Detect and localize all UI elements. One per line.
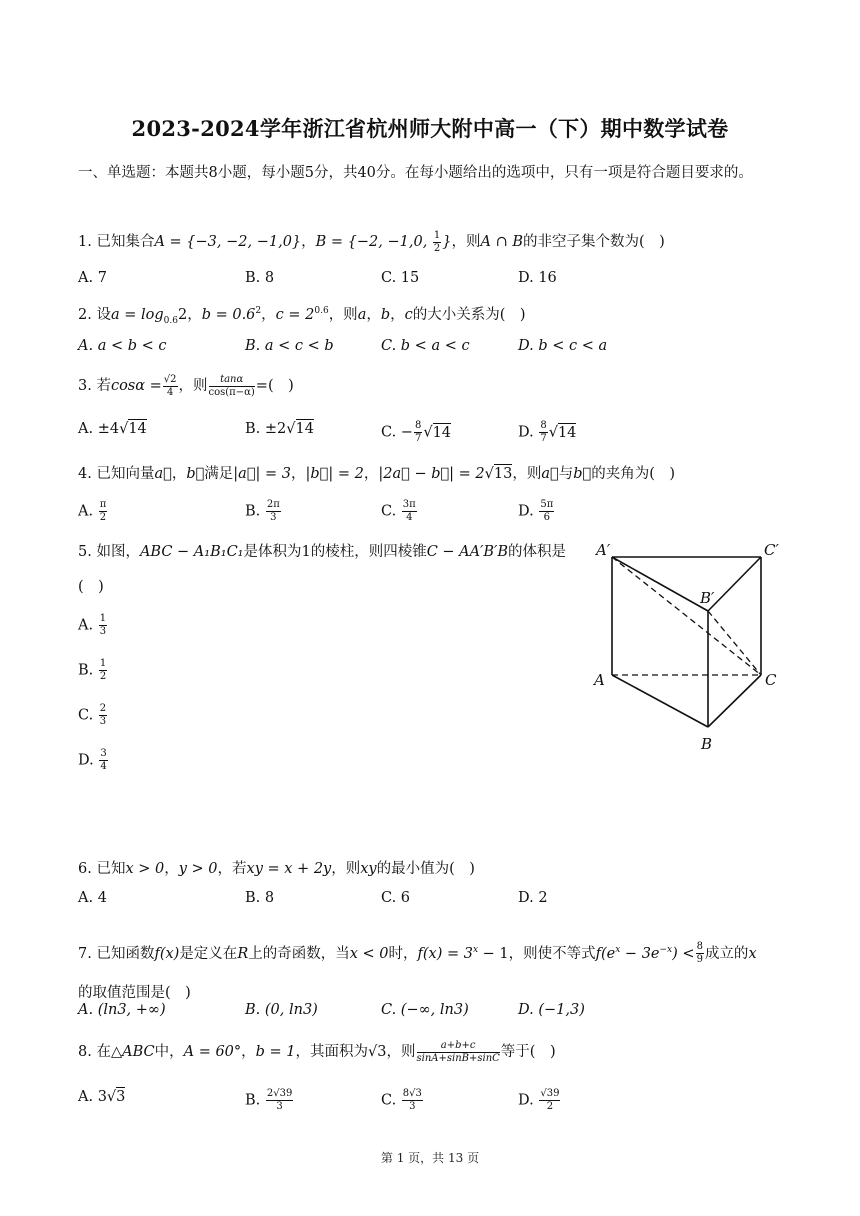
q5-d-frac bbox=[99, 749, 107, 772]
q4-norm-combo: |2a⃗ − b⃗| = 2 bbox=[378, 466, 485, 482]
q8-triangle: ABC bbox=[122, 1044, 155, 1060]
prism-figure bbox=[588, 535, 788, 760]
q2-c-expr: c = 2 bbox=[275, 307, 315, 323]
q8-d-den: 2 bbox=[546, 1101, 554, 1112]
q8-frac bbox=[417, 1041, 500, 1064]
q8-c-num: 8√3 bbox=[402, 1088, 422, 1099]
q7-def-tail: − 1 bbox=[478, 945, 509, 962]
q4-b-den: 3 bbox=[270, 512, 277, 523]
page-title: 2023-2024学年浙江省杭州师大附中高一（下）期中数学试卷 bbox=[131, 116, 729, 141]
q5-text3: 的棱柱，则四棱锥 bbox=[310, 544, 427, 560]
q3-option-b: B. ±2√14 bbox=[245, 421, 314, 437]
q1-frac-den: 2 bbox=[433, 242, 441, 254]
q4-d-den: 6 bbox=[543, 512, 550, 523]
q8-text2: 中， bbox=[154, 1044, 184, 1060]
q3-d-label: D. bbox=[518, 424, 534, 441]
q3-d-radicand: 14 bbox=[557, 424, 577, 441]
q5-c-label: C. bbox=[78, 707, 94, 724]
q2-option-d: D. b < c < a bbox=[518, 338, 608, 354]
q8-c-label: C. bbox=[381, 1092, 397, 1109]
question-8 bbox=[78, 1040, 556, 1064]
q4-b-frac bbox=[266, 500, 281, 523]
q7-ineq-exp2: −x bbox=[659, 945, 673, 955]
q7-ineq-exp1: x bbox=[615, 945, 621, 955]
q5-c-num: 2 bbox=[99, 703, 107, 714]
q5-pyramid: C − AA′B′B bbox=[426, 544, 509, 560]
q2-text: 2. 设 bbox=[78, 307, 111, 323]
q6-sep1: ， bbox=[164, 861, 179, 877]
q8-text: 8. 在△ bbox=[78, 1044, 123, 1060]
label-b-prime: B′ bbox=[700, 589, 715, 607]
q5-b-den: 2 bbox=[99, 671, 107, 682]
q7-def: f(x) = 3 bbox=[417, 945, 473, 962]
q7-text: 7. 已知函数 bbox=[78, 945, 155, 962]
q2-text2: ，则 bbox=[328, 307, 358, 323]
q7-def-exp: x bbox=[472, 945, 479, 955]
q3-tan-den: cos(π−α) bbox=[208, 386, 255, 398]
q3-a-label: A. ±4 bbox=[78, 421, 120, 437]
page-footer: 第 1 页，共 13 页 bbox=[380, 1151, 480, 1165]
q2-b-exp: 2 bbox=[255, 306, 262, 317]
q7-option-d: D. (−1,3) bbox=[518, 1002, 585, 1018]
q1-set-a: A = {−3, −2, −1,0} bbox=[154, 234, 302, 250]
q6-option-b: B. 8 bbox=[245, 890, 275, 906]
q2-var-a: a bbox=[357, 307, 367, 323]
q4-option-c bbox=[381, 500, 418, 523]
question-3 bbox=[78, 374, 294, 398]
q6-text3: ，则 bbox=[331, 861, 361, 877]
q4-a-frac bbox=[99, 500, 108, 523]
q8-area: √3 bbox=[368, 1044, 387, 1060]
label-b: B bbox=[701, 735, 713, 753]
q5-d-label: D. bbox=[78, 752, 94, 769]
question-6 bbox=[78, 857, 475, 878]
q6-option-a: A. 4 bbox=[78, 890, 107, 906]
q4-vec-a2: a⃗ bbox=[541, 466, 559, 482]
q3-text3: =( ) bbox=[255, 378, 294, 394]
q4-d-num: 5π bbox=[540, 499, 554, 510]
q2-sep3: ， bbox=[366, 307, 381, 323]
q4-a-den: 2 bbox=[99, 512, 107, 523]
q2-a-expr: a = log bbox=[110, 307, 164, 323]
q8-b-label: B. bbox=[245, 1092, 261, 1109]
q7-fx: f(x) bbox=[154, 945, 180, 962]
q7-frac-num: 8 bbox=[696, 941, 703, 953]
q4-option-a bbox=[78, 500, 108, 523]
q7-text7: 的取值范围是( ) bbox=[78, 984, 191, 1001]
q4-norm-a: |a⃗| = 3 bbox=[233, 466, 292, 482]
q3-c-frac bbox=[414, 421, 422, 444]
q5-option-b bbox=[78, 659, 108, 682]
q8-b-frac bbox=[266, 1089, 293, 1112]
q5-volume: 1 bbox=[301, 544, 311, 560]
q2-text3: 的大小关系为( ) bbox=[412, 307, 526, 323]
edge-b1-c1 bbox=[708, 557, 761, 611]
q8-a-radicand: 3 bbox=[116, 1089, 126, 1105]
q6-cond-x: x > 0 bbox=[125, 861, 165, 877]
edge-b-c bbox=[708, 675, 761, 727]
q5-prism: ABC − A₁B₁C₁ bbox=[139, 544, 244, 560]
q4-a-label: A. bbox=[78, 503, 94, 520]
q3-tan-num: tanα bbox=[209, 375, 255, 387]
q8-option-a: A. 3√3 bbox=[78, 1089, 126, 1105]
q5-option-a bbox=[78, 614, 108, 637]
q4-sep1: ， bbox=[171, 466, 187, 482]
q1-sep: ， bbox=[301, 234, 316, 250]
q8-option-b bbox=[245, 1089, 294, 1112]
q2-var-b: b bbox=[380, 307, 391, 323]
q8-c-frac bbox=[402, 1089, 423, 1112]
q6-equation: xy = x + 2y bbox=[246, 861, 332, 877]
q7-ineq: f(e bbox=[595, 945, 616, 962]
q3-frac-num: √2 bbox=[163, 373, 177, 385]
q3-option-a: A. ±4√14 bbox=[78, 421, 147, 437]
q8-text3: ，其面积为 bbox=[295, 1044, 369, 1060]
edge-a-b bbox=[612, 675, 708, 727]
question-2 bbox=[78, 303, 526, 326]
q8-option-d bbox=[518, 1089, 561, 1112]
q5-b-frac bbox=[99, 659, 107, 682]
q1-text: 1. 已知集合 bbox=[78, 234, 155, 250]
q2-sep1: ， bbox=[187, 307, 202, 323]
question-4: 4. 已知向量a⃗，b⃗满足|a⃗| = 3，|b⃗| = 2，|2a⃗ − b⃗| = 2√13，则a⃗与b⃗的夹角为( ) bbox=[78, 466, 676, 482]
q8-sep: ， bbox=[241, 1044, 256, 1060]
q2-log-base: 0.6 bbox=[163, 315, 178, 326]
q1-text2: ，则 bbox=[451, 234, 481, 250]
q1-option-d: D. 16 bbox=[518, 270, 557, 286]
q7-cond: x < 0 bbox=[349, 945, 389, 962]
q4-vec-b: b⃗ bbox=[186, 466, 205, 482]
q2-option-a: A. a < b < c bbox=[78, 338, 167, 354]
edge-a1-b1 bbox=[612, 557, 708, 611]
q1-option-c: C. 15 bbox=[381, 270, 420, 286]
q5-b-label: B. bbox=[78, 662, 94, 679]
q8-a-label: A. 3 bbox=[78, 1089, 107, 1105]
q6-text: 6. 已知 bbox=[78, 861, 126, 877]
q1-intersection: A ∩ B bbox=[480, 234, 524, 250]
q8-option-c bbox=[381, 1089, 424, 1112]
q4-text: 4. 已知向量 bbox=[78, 466, 155, 482]
q6-xy: xy bbox=[360, 861, 377, 877]
q3-c-radicand: 14 bbox=[432, 424, 452, 441]
q1-set-b: B = {−2, −1,0, bbox=[315, 234, 432, 250]
label-a: A bbox=[594, 671, 605, 689]
q4-option-b bbox=[245, 500, 282, 523]
label-c-prime: C′ bbox=[764, 541, 779, 559]
q2-c-exp: 0.6 bbox=[314, 306, 329, 317]
q8-frac-den: sinA+sinB+sinC bbox=[416, 1052, 500, 1064]
q7-text6: 成立的 bbox=[704, 945, 749, 962]
q3-d-den: 7 bbox=[540, 433, 547, 444]
q1-fraction bbox=[433, 231, 441, 254]
q7-text5: ，则使不等式 bbox=[508, 945, 596, 962]
q3-cos-expr: cosα = bbox=[110, 378, 162, 394]
label-c: C bbox=[765, 671, 777, 689]
q4-d-frac bbox=[539, 500, 554, 523]
q6-option-d: D. 2 bbox=[518, 890, 548, 906]
q8-b-num: 2√39 bbox=[266, 1088, 293, 1099]
q8-text5: 等于( ) bbox=[500, 1044, 556, 1060]
q3-a-radicand: 14 bbox=[128, 421, 147, 437]
q3-option-c: C. − $\frac{8}{7}$ √14 bbox=[381, 420, 452, 444]
q2-sep2: ， bbox=[261, 307, 276, 323]
q4-vec-a: a⃗ bbox=[154, 466, 172, 482]
q8-b-den: 3 bbox=[276, 1101, 283, 1112]
q7-x: x bbox=[748, 945, 757, 962]
q3-c-label: C. − bbox=[381, 424, 413, 441]
q4-norm-b: |b⃗| = 2 bbox=[305, 466, 364, 482]
question-5 bbox=[78, 540, 566, 561]
q7-ineq-mid: − 3e bbox=[620, 945, 660, 962]
q1-brace: } bbox=[442, 234, 452, 250]
q6-cond-y: y > 0 bbox=[178, 861, 218, 877]
q7-r: R bbox=[237, 945, 249, 962]
q4-sep2: ， bbox=[291, 466, 306, 482]
q5-answer-paren: ( ) bbox=[78, 579, 104, 595]
q3-b-label: B. ±2 bbox=[245, 421, 287, 437]
q7-text3: 上的奇函数，当 bbox=[248, 945, 350, 962]
q6-option-c: C. 6 bbox=[381, 890, 411, 906]
q8-c-den: 3 bbox=[409, 1101, 416, 1112]
q1-text3: 的非空子集个数为( ) bbox=[523, 234, 665, 250]
q4-b-num: 2π bbox=[266, 499, 280, 510]
q3-frac-cos bbox=[163, 375, 178, 398]
q4-radicand: 13 bbox=[493, 466, 513, 482]
q1-frac-num: 1 bbox=[433, 229, 441, 241]
q5-option-c bbox=[78, 704, 108, 727]
q8-d-num: √39 bbox=[540, 1088, 560, 1099]
section-heading: 一、单选题：本题共8小题，每小题5分，共40分。在每小题给出的选项中，只有一项是符合题目要求的。 bbox=[78, 165, 753, 181]
q4-c-num: 3π bbox=[402, 499, 416, 510]
q4-with: 与 bbox=[558, 466, 574, 482]
q3-text: 3. 若 bbox=[78, 378, 111, 394]
q2-sep4: ， bbox=[390, 307, 405, 323]
q6-text2: ，若 bbox=[217, 861, 247, 877]
q4-text3: ，则 bbox=[512, 466, 542, 482]
q4-c-frac bbox=[402, 500, 417, 523]
q3-c-num: 8 bbox=[414, 420, 422, 431]
q4-c-label: C. bbox=[381, 503, 397, 520]
q6-text4: 的最小值为( ) bbox=[376, 861, 475, 877]
q3-frac-den: 4 bbox=[166, 386, 174, 398]
q4-b-label: B. bbox=[245, 503, 261, 520]
q2-option-b: B. a < c < b bbox=[245, 338, 334, 354]
q5-text4: 的体积是 bbox=[508, 544, 567, 560]
q7-frac-den: 9 bbox=[696, 954, 703, 966]
q8-d-frac bbox=[539, 1089, 560, 1112]
q4-text4: 的夹角为( ) bbox=[591, 466, 676, 482]
label-a-prime: A′ bbox=[596, 541, 611, 559]
q2-log-arg: 2 bbox=[177, 307, 188, 323]
q2-var-c: c bbox=[404, 307, 413, 323]
q5-option-d bbox=[78, 749, 109, 772]
q3-text2: ，则 bbox=[178, 378, 208, 394]
q4-c-den: 4 bbox=[406, 512, 413, 523]
q4-option-d bbox=[518, 500, 555, 523]
q5-a-den: 3 bbox=[99, 626, 107, 637]
q7-ineq-tail: ) < bbox=[672, 945, 695, 962]
q7-text2: 是定义在 bbox=[179, 945, 238, 962]
q3-d-frac bbox=[539, 421, 547, 444]
q5-d-num: 3 bbox=[100, 748, 107, 759]
q4-a-num: π bbox=[99, 499, 107, 510]
q5-a-num: 1 bbox=[99, 613, 107, 624]
q7-frac bbox=[696, 942, 704, 965]
q2-b-expr: b = 0.6 bbox=[201, 307, 256, 323]
q3-frac-tan bbox=[209, 375, 255, 398]
q8-text4: ，则 bbox=[386, 1044, 416, 1060]
q5-text2: 是体积为 bbox=[243, 544, 302, 560]
q8-angle: A = 60° bbox=[183, 1044, 242, 1060]
q4-sep3: ， bbox=[363, 466, 379, 482]
q3-c-den: 7 bbox=[414, 433, 422, 444]
q3-d-num: 8 bbox=[540, 420, 547, 431]
q7-option-b: B. (0, ln3) bbox=[245, 1002, 318, 1018]
q4-d-label: D. bbox=[518, 503, 534, 520]
q5-a-label: A. bbox=[78, 617, 94, 634]
question-1 bbox=[78, 230, 665, 254]
q1-option-a: A. 7 bbox=[78, 270, 107, 286]
q5-c-den: 3 bbox=[99, 716, 107, 727]
q5-b-num: 1 bbox=[99, 658, 107, 669]
q7-option-c: C. (−∞, ln3) bbox=[381, 1002, 469, 1018]
q5-d-den: 4 bbox=[100, 761, 107, 772]
q8-side-b: b = 1 bbox=[255, 1044, 296, 1060]
q4-text2: 满足 bbox=[204, 466, 234, 482]
q5-a-frac bbox=[99, 614, 107, 637]
diag-a1-c bbox=[612, 557, 761, 675]
q4-vec-b2: b⃗ bbox=[573, 466, 592, 482]
question-7 bbox=[78, 931, 783, 1013]
q8-frac-num: a+b+c bbox=[417, 1041, 500, 1053]
q3-option-d: D. $\frac{8}{7}$ √14 bbox=[518, 420, 577, 444]
q2-option-c: C. b < a < c bbox=[381, 338, 470, 354]
q3-b-radicand: 14 bbox=[295, 421, 314, 437]
diag-b1-c bbox=[708, 611, 761, 675]
q8-d-label: D. bbox=[518, 1092, 534, 1109]
q1-option-b: B. 8 bbox=[245, 270, 275, 286]
q7-text4: 时， bbox=[388, 945, 418, 962]
q7-option-a: A. (ln3, +∞) bbox=[78, 1002, 166, 1018]
q5-c-frac bbox=[99, 704, 107, 727]
q5-text: 5. 如图， bbox=[78, 544, 140, 560]
